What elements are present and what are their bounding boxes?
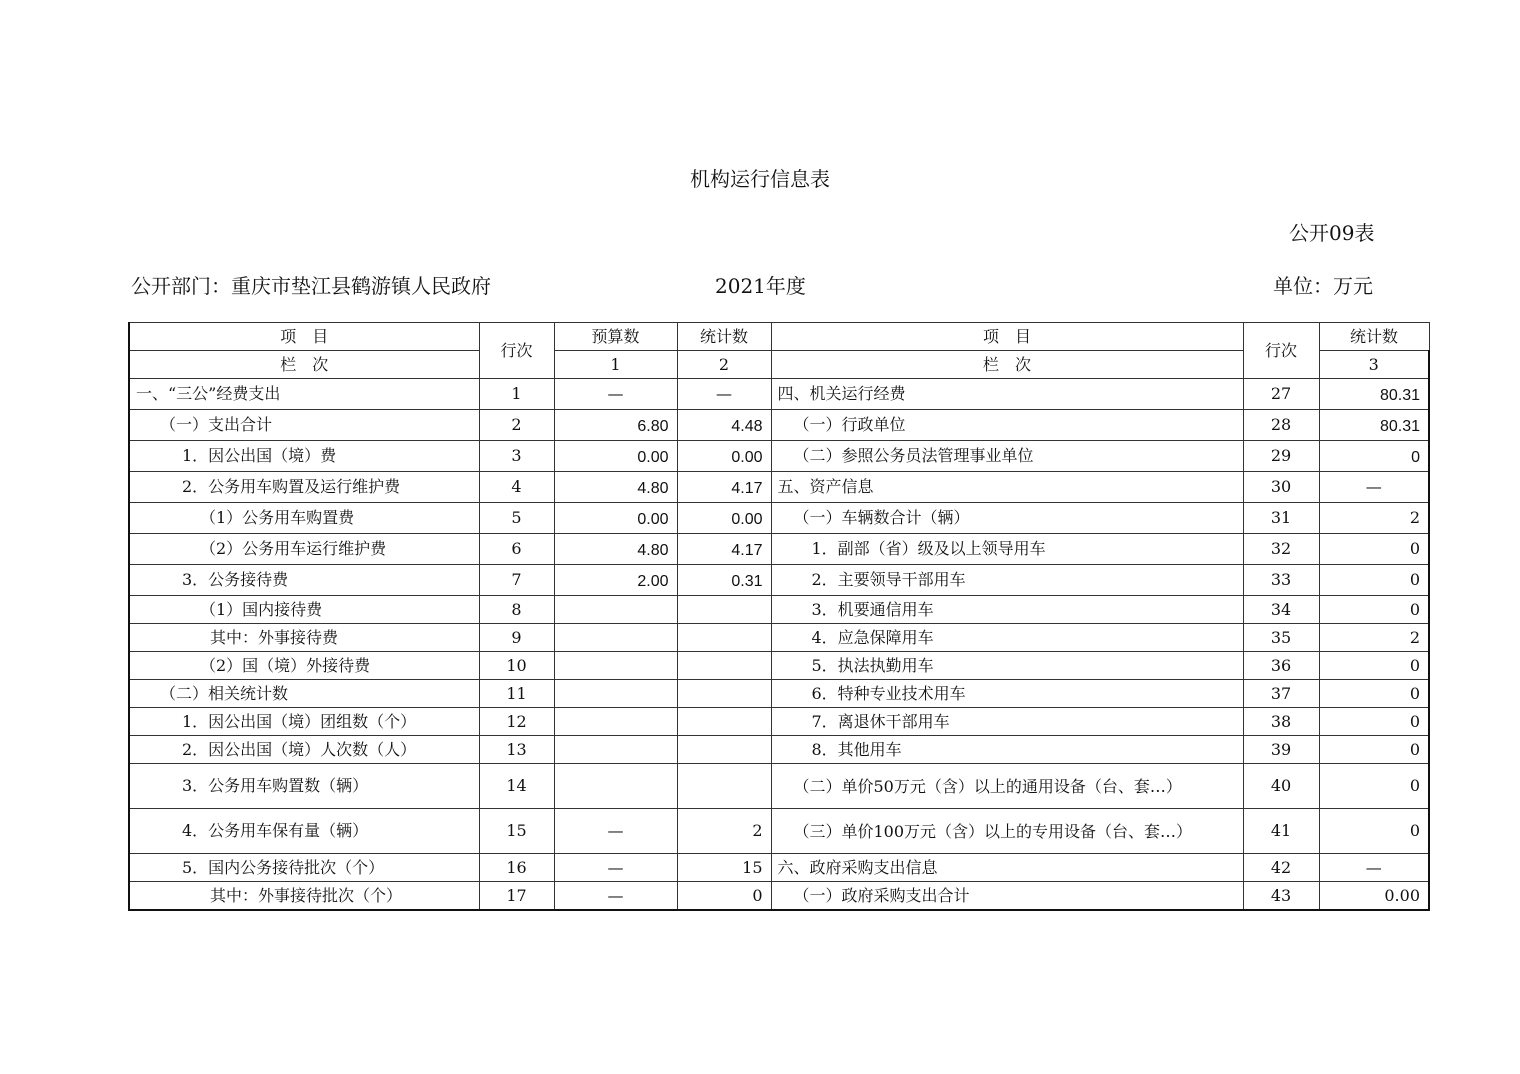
right-item: （一）政府采购支出合计 [771, 882, 1243, 911]
header-stat: 统计数 [677, 323, 771, 351]
right-stat-value: 0 [1319, 652, 1429, 680]
left-row-no: 9 [479, 624, 554, 652]
right-item: 六、政府采购支出信息 [771, 854, 1243, 882]
left-row-no: 14 [479, 764, 554, 809]
col-2: 2 [677, 351, 771, 379]
budget-value [554, 736, 677, 764]
table-row [129, 624, 1429, 652]
table-row [129, 596, 1429, 624]
right-stat-value: 0 [1319, 534, 1429, 565]
right-row-no: 40 [1243, 764, 1319, 809]
budget-value: 6.80 [554, 410, 677, 441]
header-right-row-no: 行次 [1243, 323, 1319, 379]
table-row [129, 809, 1429, 854]
budget-value [554, 652, 677, 680]
budget-value [554, 624, 677, 652]
table-row [129, 708, 1429, 736]
right-row-no: 42 [1243, 854, 1319, 882]
right-row-no: 33 [1243, 565, 1319, 596]
right-stat-value: 2 [1319, 503, 1429, 534]
right-stat-value: 0 [1319, 708, 1429, 736]
stat-value [677, 736, 771, 764]
left-item: 1．因公出国（境）费 [129, 441, 479, 472]
budget-value [554, 764, 677, 809]
stat-value: 4.48 [677, 410, 771, 441]
right-item: 3．机要通信用车 [771, 596, 1243, 624]
right-stat-value: 0 [1319, 736, 1429, 764]
right-item: 五、资产信息 [771, 472, 1243, 503]
budget-value: 0.00 [554, 441, 677, 472]
table-row [129, 503, 1429, 534]
right-stat-value: 0 [1319, 809, 1429, 854]
table-row [129, 441, 1429, 472]
left-row-no: 3 [479, 441, 554, 472]
right-row-no: 38 [1243, 708, 1319, 736]
right-col-label: 栏 次 [771, 351, 1243, 379]
table-number: 公开09表 [1289, 221, 1375, 245]
right-row-no: 32 [1243, 534, 1319, 565]
right-item: （二）单价50万元（含）以上的通用设备（台、套…） [771, 764, 1243, 809]
right-stat-value: — [1319, 472, 1429, 503]
budget-value [554, 596, 677, 624]
right-item: 5．执法执勤用车 [771, 652, 1243, 680]
right-stat-value: 80.31 [1319, 410, 1429, 441]
right-item: 7．离退休干部用车 [771, 708, 1243, 736]
left-row-no: 12 [479, 708, 554, 736]
left-item: （2）公务用车运行维护费 [129, 534, 479, 565]
header-row-no: 行次 [479, 323, 554, 379]
table-row [129, 565, 1429, 596]
left-row-no: 4 [479, 472, 554, 503]
budget-value: 0.00 [554, 503, 677, 534]
left-item: 其中：外事接待费 [129, 624, 479, 652]
budget-value [554, 680, 677, 708]
left-item: （一）支出合计 [129, 410, 479, 441]
budget-value: 4.80 [554, 534, 677, 565]
table-row [129, 652, 1429, 680]
budget-value: — [554, 882, 677, 911]
stat-value: — [677, 379, 771, 410]
right-item: 2．主要领导干部用车 [771, 565, 1243, 596]
left-row-no: 8 [479, 596, 554, 624]
right-item: （三）单价100万元（含）以上的专用设备（台、套…） [771, 809, 1243, 854]
left-item: （1）公务用车购置费 [129, 503, 479, 534]
right-row-no: 27 [1243, 379, 1319, 410]
table-row [129, 764, 1429, 809]
left-item: 5．国内公务接待批次（个） [129, 854, 479, 882]
left-item: 3．公务接待费 [129, 565, 479, 596]
stat-value: 0.00 [677, 441, 771, 472]
left-row-no: 16 [479, 854, 554, 882]
left-item: （2）国（境）外接待费 [129, 652, 479, 680]
right-item: 四、机关运行经费 [771, 379, 1243, 410]
info-table [128, 322, 1430, 911]
stat-value: 4.17 [677, 534, 771, 565]
left-item: 4．公务用车保有量（辆） [129, 809, 479, 854]
left-row-no: 5 [479, 503, 554, 534]
stat-value: 0 [677, 882, 771, 911]
left-row-no: 7 [479, 565, 554, 596]
table-row [129, 680, 1429, 708]
right-stat-value: 0 [1319, 764, 1429, 809]
unit-label: 单位：万元 [1273, 274, 1373, 298]
right-row-no: 35 [1243, 624, 1319, 652]
table-row [129, 534, 1429, 565]
right-stat-value: 0 [1319, 565, 1429, 596]
right-item: 4．应急保障用车 [771, 624, 1243, 652]
budget-value [554, 708, 677, 736]
right-stat-value: 0 [1319, 441, 1429, 472]
budget-value: — [554, 379, 677, 410]
left-item: （1）国内接待费 [129, 596, 479, 624]
column-number-row [129, 351, 1429, 379]
budget-value: — [554, 809, 677, 854]
year-label: 2021年度 [715, 274, 806, 298]
right-row-no: 28 [1243, 410, 1319, 441]
header-budget: 预算数 [554, 323, 677, 351]
right-row-no: 30 [1243, 472, 1319, 503]
left-item: 2．公务用车购置及运行维护费 [129, 472, 479, 503]
right-item: （一）车辆数合计（辆） [771, 503, 1243, 534]
header-right-stat: 统计数 [1319, 323, 1429, 351]
budget-value: 2.00 [554, 565, 677, 596]
right-stat-value: 0.00 [1319, 882, 1429, 911]
right-item: （一）行政单位 [771, 410, 1243, 441]
header-row [129, 323, 1429, 351]
table-row [129, 379, 1429, 410]
header-item: 项 目 [129, 323, 479, 351]
left-row-no: 17 [479, 882, 554, 911]
stat-value [677, 652, 771, 680]
table-row [129, 410, 1429, 441]
page-title: 机构运行信息表 [690, 167, 830, 191]
left-row-no: 6 [479, 534, 554, 565]
right-row-no: 31 [1243, 503, 1319, 534]
right-item: 1．副部（省）级及以上领导用车 [771, 534, 1243, 565]
right-stat-value: — [1319, 854, 1429, 882]
left-row-no: 1 [479, 379, 554, 410]
right-row-no: 43 [1243, 882, 1319, 911]
table-row [129, 854, 1429, 882]
left-row-no: 2 [479, 410, 554, 441]
right-row-no: 39 [1243, 736, 1319, 764]
right-row-no: 36 [1243, 652, 1319, 680]
stat-value: 4.17 [677, 472, 771, 503]
department-label: 公开部门：重庆市垫江县鹤游镇人民政府 [131, 274, 491, 298]
left-item: 1．因公出国（境）团组数（个） [129, 708, 479, 736]
left-row-no: 11 [479, 680, 554, 708]
right-item: 8．其他用车 [771, 736, 1243, 764]
stat-value [677, 764, 771, 809]
left-item: （二）相关统计数 [129, 680, 479, 708]
right-item: 6．特种专业技术用车 [771, 680, 1243, 708]
right-row-no: 34 [1243, 596, 1319, 624]
stat-value [677, 596, 771, 624]
table-row [129, 472, 1429, 503]
stat-value: 0.00 [677, 503, 771, 534]
header-right-item: 项 目 [771, 323, 1243, 351]
right-row-no: 29 [1243, 441, 1319, 472]
col-3: 3 [1319, 351, 1429, 379]
left-item: 一、“三公”经费支出 [129, 379, 479, 410]
right-row-no: 37 [1243, 680, 1319, 708]
stat-value [677, 624, 771, 652]
right-item: （二）参照公务员法管理事业单位 [771, 441, 1243, 472]
stat-value: 15 [677, 854, 771, 882]
right-stat-value: 0 [1319, 596, 1429, 624]
left-row-no: 10 [479, 652, 554, 680]
table-row [129, 882, 1429, 911]
right-stat-value: 0 [1319, 680, 1429, 708]
budget-value: — [554, 854, 677, 882]
stat-value: 0.31 [677, 565, 771, 596]
right-stat-value: 80.31 [1319, 379, 1429, 410]
left-item: 其中：外事接待批次（个） [129, 882, 479, 911]
left-item: 3．公务用车购置数（辆） [129, 764, 479, 809]
budget-value: 4.80 [554, 472, 677, 503]
table-row [129, 736, 1429, 764]
stat-value [677, 680, 771, 708]
right-stat-value: 2 [1319, 624, 1429, 652]
col-1: 1 [554, 351, 677, 379]
col-label: 栏 次 [129, 351, 479, 379]
stat-value: 2 [677, 809, 771, 854]
left-row-no: 15 [479, 809, 554, 854]
stat-value [677, 708, 771, 736]
left-item: 2．因公出国（境）人次数（人） [129, 736, 479, 764]
left-row-no: 13 [479, 736, 554, 764]
right-row-no: 41 [1243, 809, 1319, 854]
